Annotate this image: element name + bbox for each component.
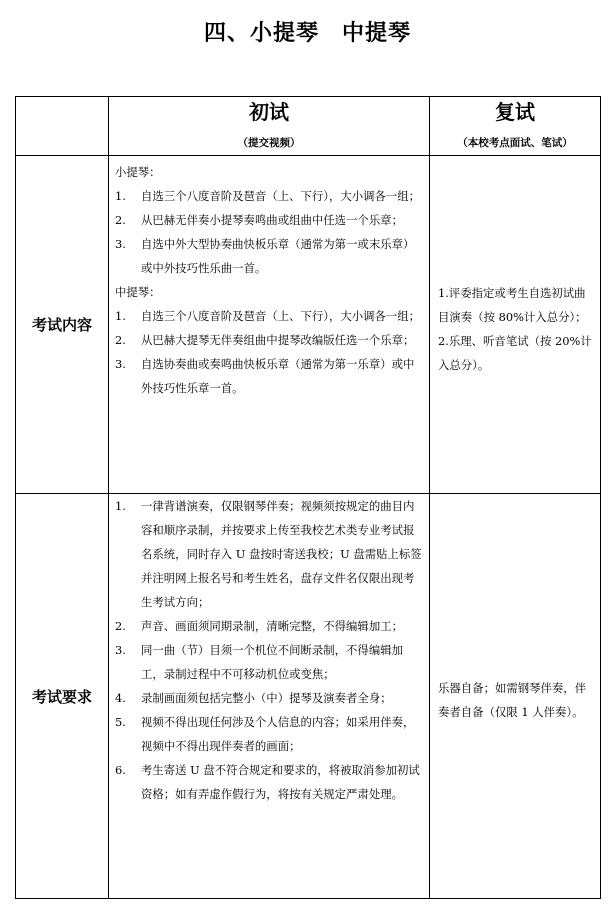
list-item [115,208,423,232]
content-final-cell [430,156,601,494]
list-text: 同一曲（节）目须一个机位不间断录制，不得编辑加工，录制过程中不可移动机位或变焦； [141,643,403,681]
list-text: 考生寄送 U 盘不符合规定和要求的，将被取消参加初试资格；如有弄虚作假行为，将按有关规定严肃处理。 [141,763,420,801]
list-number: 3. [115,237,126,251]
list-item [115,638,423,686]
list-text: 自选协奏曲或奏鸣曲快板乐章（通常为第一乐章）或中外技巧性乐章一首。 [141,357,415,395]
list-number: 6. [115,763,126,777]
exam-table [15,96,601,899]
requirements-final-cell [430,494,601,899]
content-prelim-cell [109,156,430,494]
list-number: 1. [115,189,126,203]
header-prelim-cell [109,97,430,156]
list-item [115,328,423,352]
list-text: 录制画面须包括完整小（中）提琴及演奏者全身； [141,691,392,705]
final-text: 乐器自备；如需钢琴伴奏，伴奏者自备（仅限 1 人伴奏）。 [438,681,587,719]
list-number: 5. [115,715,126,729]
header-final-cell [430,97,601,156]
prelim-title: 初试 [249,100,289,124]
list-item [115,232,423,280]
list-text: 一律背谱演奏，仅限钢琴伴奏；视频须按规定的曲目内容和顺序录制，并按要求上传至我校艺术类专业考试报名系统，同时存入 U 盘按时寄送我校；U 盘需贴上标签并注明网上报名号和考生姓名，盘存文件名仅限出现考生考试方向； [141,499,422,609]
requirements-row-label: 考试要求 [16,494,109,899]
list-text: 视频不得出现任何涉及个人信息的内容；如采用伴奏，视频中不得出现伴奏者的画面； [141,715,415,753]
content-row-label: 考试内容 [16,156,109,494]
list-number: 3. [115,357,126,371]
header-empty-cell [16,97,109,156]
final-line: 1.评委指定或考生自选初试曲目演奏（按 80%计入总分）； [438,285,587,324]
list-item [115,494,423,614]
content-row [16,156,601,494]
list-item [115,352,423,400]
list-text: 声音、画面须同期录制，清晰完整，不得编辑加工； [141,619,403,633]
final-title: 复试 [495,100,535,124]
list-number: 1. [115,499,126,513]
list-item [115,686,423,710]
requirements-row [16,494,601,899]
list-item [115,758,423,806]
prelim-note: （提交视频） [237,137,301,149]
list-text: 自选中外大型协奏曲快板乐章（通常为第一或末乐章）或中外技巧性乐曲一首。 [141,237,415,275]
page-title: 四、小提琴 中提琴 [203,21,411,46]
list-item [115,184,423,208]
list-text: 从巴赫无伴奏小提琴奏鸣曲或组曲中任选一个乐章； [141,213,403,227]
viola-heading: 中提琴： [115,285,161,299]
list-number: 3. [115,643,126,657]
list-text: 自选三个八度音阶及琶音（上、下行），大小调各一组； [141,309,421,323]
list-number: 2. [115,213,126,227]
list-number: 4. [115,691,126,705]
list-number: 2. [115,333,126,347]
requirements-prelim-cell [109,494,430,899]
list-item [115,614,423,638]
violin-heading: 小提琴： [115,165,161,179]
list-number: 2. [115,619,126,633]
list-item [115,304,423,328]
final-line: 2.乐理、听音笔试（按 20%计入总分）。 [438,333,592,372]
final-note: （本校考点面试、笔试） [457,137,573,149]
list-number: 1. [115,309,126,323]
list-text: 从巴赫大提琴无伴奏组曲中提琴改编版任选一个乐章； [141,333,415,347]
list-item [115,710,423,758]
header-row [16,97,601,156]
list-text: 自选三个八度音阶及琶音（上、下行），大小调各一组； [141,189,421,203]
